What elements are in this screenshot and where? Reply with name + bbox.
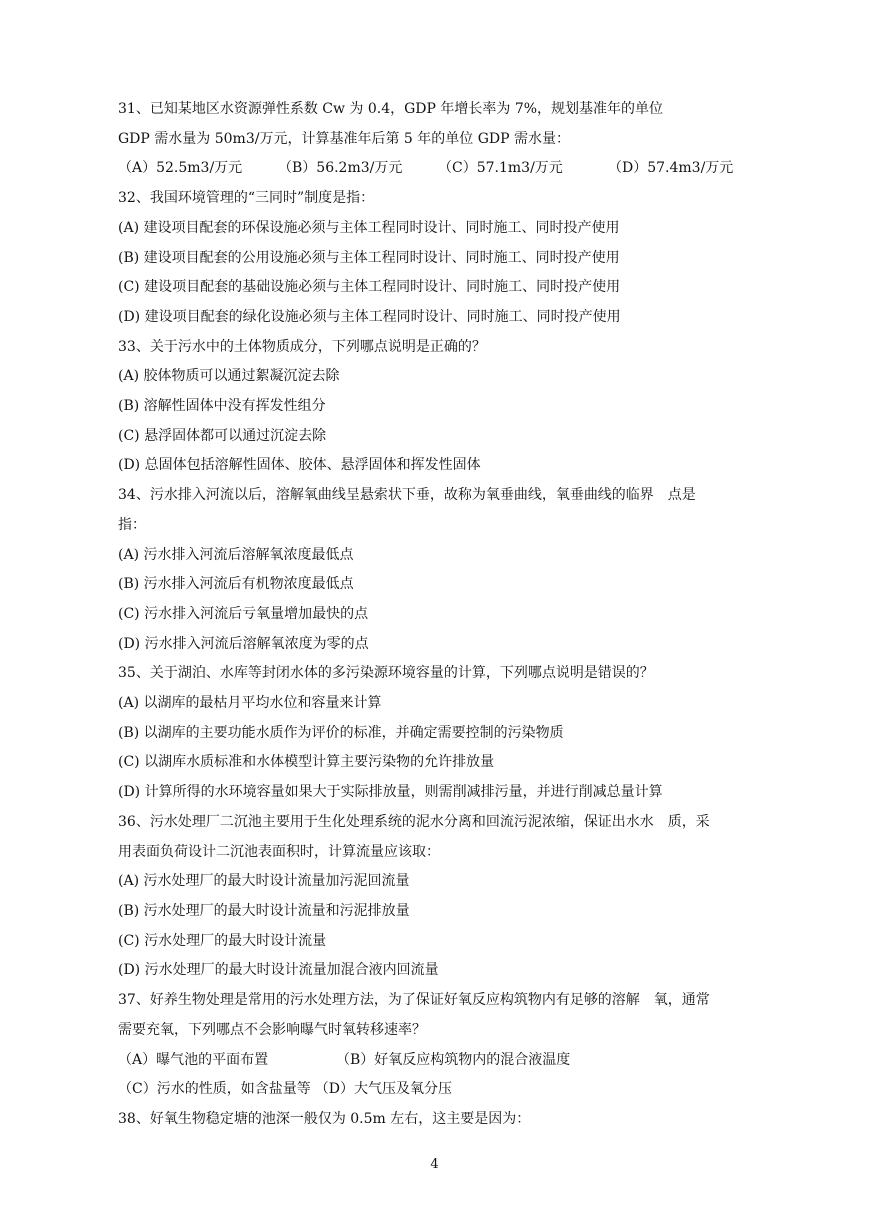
question-31-options [118,154,778,184]
question-31-stem-line-1: 31、已知某地区水资源弹性系数 Cw 为 0.4，GDP 年增长率为 7%，规划基准年的单位 [118,101,664,117]
question-34-option-c: (C) 污水排入河流后亏氧量增加最快的点 [118,605,369,622]
question-35-stem: 35、关于湖泊、水库等封闭水体的多污染源环境容量的计算，下列哪点说明是错误的？ [118,665,654,682]
document-body [118,95,778,1135]
question-31-option-c: （C）57.1m3/万元 [438,160,563,177]
question-35-option-b: (B) 以湖库的主要功能水质作为评价的标准，并确定需要控制的污染物质 [118,724,564,741]
question-31-option-b: （B）56.2m3/万元 [278,160,403,177]
question-33-option-a: (A) 胶体物质可以通过絮凝沉淀去除 [118,368,340,385]
question-36-stem-line-2: 用表面负荷设计二沉池表面积时，计算流量应该取： [118,843,440,860]
question-31-option-a: （A）52.5m3/万元 [118,160,243,177]
question-37-options-row-1 [118,1046,778,1076]
question-33-option-d: (D) 总固体包括溶解性固体、胶体、悬浮固体和挥发性固体 [118,457,481,474]
question-33-option-c: (C) 悬浮固体都可以通过沉淀去除 [118,427,327,444]
question-35-option-d: (D) 计算所得的水环境容量如果大于实际排放量，则需削减排污量，并进行削减总量计算 [118,784,663,801]
question-37-options-row-2 [118,1075,778,1105]
question-37-option-a: （A）曝气池的平面布置 [118,1051,269,1068]
question-32-option-b: (B) 建设项目配套的公用设施必须与主体工程同时设计、同时施工、同时投产使用 [118,249,620,266]
question-33-option-b: (B) 溶解性固体中没有挥发性组分 [118,398,326,415]
question-34-option-d: (D) 污水排入河流后溶解氧浓度为零的点 [118,635,369,652]
question-36-option-b: (B) 污水处理厂的最大时设计流量和污泥排放量 [118,902,410,919]
question-35-option-c: (C) 以湖库水质标准和水体模型计算主要污染物的允许排放量 [118,754,495,771]
question-32-stem: 32、我国环境管理的“三同时”制度是指： [118,190,375,207]
question-33-stem: 33、关于污水中的土体物质成分，下列哪点说明是正确的？ [118,338,486,355]
question-31-option-d: （D）57.4m3/万元 [608,160,734,177]
question-36-option-d: (D) 污水处理厂的最大时设计流量加混合液内回流量 [118,962,439,979]
question-36-option-c: (C) 污水处理厂的最大时设计流量 [118,932,327,949]
question-37-option-c: （C）污水的性质，如含盐量等 [118,1081,311,1098]
question-34-stem-line-2: 指： [118,516,146,533]
question-32-option-a: (A) 建设项目配套的环保设施必须与主体工程同时设计、同时施工、同时投产使用 [118,219,620,236]
question-32-option-c: (C) 建设项目配套的基础设施必须与主体工程同时设计、同时施工、同时投产使用 [118,279,621,296]
question-34-option-b: (B) 污水排入河流后有机物浓度最低点 [118,576,354,593]
question-36-option-a: (A) 污水处理厂的最大时设计流量加污泥回流量 [118,873,410,890]
question-37-option-b: （B）好氧反应构筑物内的混合液温度 [336,1051,571,1068]
question-37-option-d: （D）大气压及氧分压 [314,1081,452,1098]
question-32-option-d: (D) 建设项目配套的绿化设施必须与主体工程同时设计、同时施工、同时投产使用 [118,308,621,325]
question-34-option-a: (A) 污水排入河流后溶解氧浓度最低点 [118,546,354,563]
question-34-stem-line-1: 34、污水排入河流以后，溶解氧曲线呈悬索状下垂，故称为氧垂曲线，氧垂曲线的临界 点是 [118,487,696,504]
page-number: 4 [430,1157,439,1172]
question-31-stem-line-2: GDP 需水量为 50m3/万元，计算基准年后第 5 年的单位 GDP 需水量： [118,130,570,147]
question-35-option-a: (A) 以湖库的最枯月平均水位和容量来计算 [118,695,382,712]
question-36-stem-line-1: 36、污水处理厂二沉池主要用于生化处理系统的泥水分离和回流污泥浓缩，保证出水水 质，采 [118,813,710,830]
question-37-stem-line-1: 37、好养生物处理是常用的污水处理方法，为了保证好氧反应构筑物内有足够的溶解 氧，通常 [118,992,710,1009]
question-38-stem: 38、好氧生物稳定塘的池深一般仅为 0.5m 左右，这主要是因为： [118,1110,531,1127]
question-37-stem-line-2: 需要充氧，下列哪点不会影响曝气时氧转移速率？ [118,1021,426,1038]
